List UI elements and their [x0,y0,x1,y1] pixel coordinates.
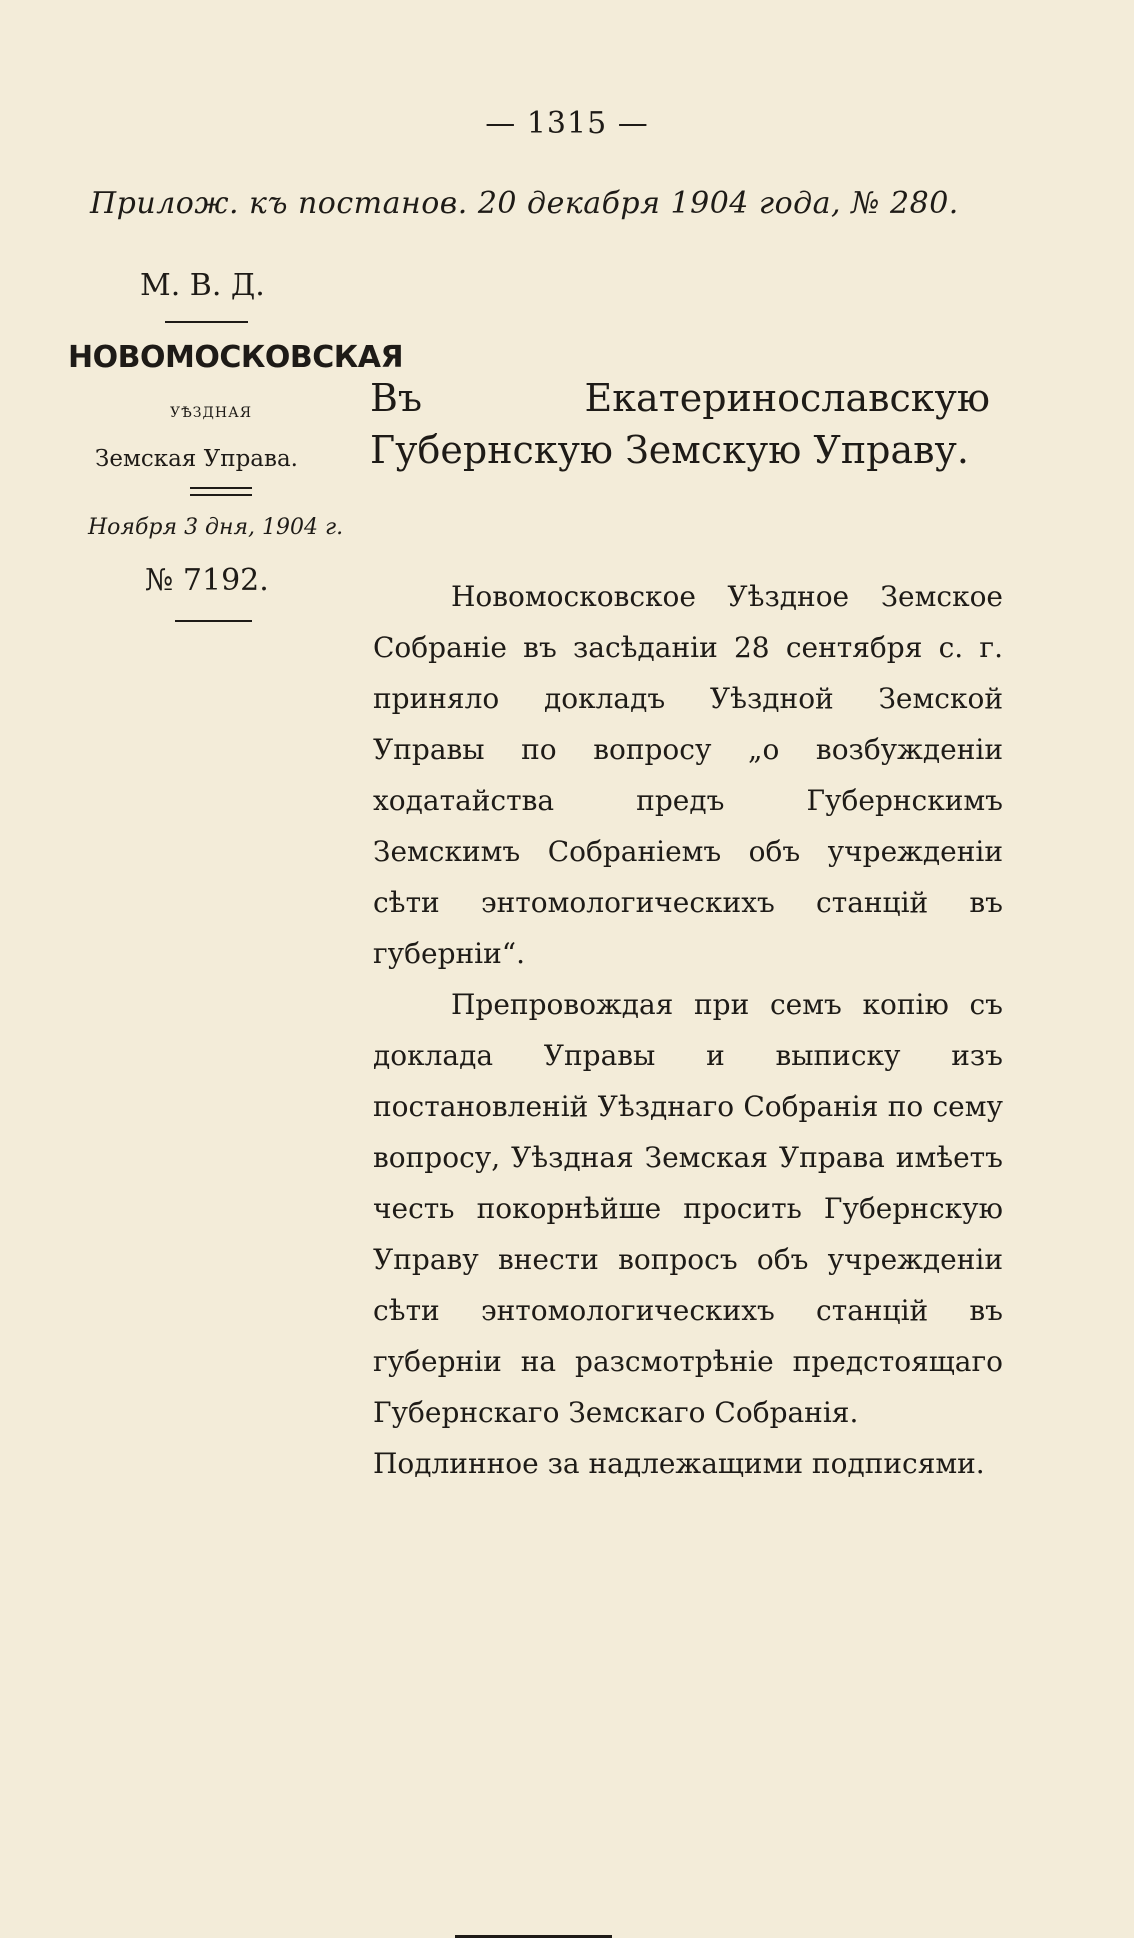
office-name: НОВОМОСКОВСКАЯ [68,340,404,375]
paragraph: Новомосковское Уѣздное Земское Собраніе въ засѣданіи 28 сентября с. г. приняло докладъ Уѣздной Земской Управы по вопросу „о возбужденіи ходатайства предъ Губернскимъ Земскимъ Собраніемъ объ учрежденіи сѣти энтомологическихъ станцій въ губерніи“. [373,580,1003,970]
letter-date: Ноября 3 дня, 1904 г. [88,515,344,540]
double-divider-bottom [190,494,252,496]
divider [165,321,248,323]
addressee: Въ Екатеринославскую Губернскую Земскую Управу. [370,376,990,472]
divider [175,620,252,622]
letter-body [373,571,1003,1489]
office-type: УѢЗДНАЯ [170,405,253,421]
paragraph: Препровождая при семъ копію съ доклада Управы и выписку изъ постановленій Уѣзднаго Собранія по сему вопросу, Уѣздная Земская Управа имѣетъ честь покорнѣйше просить Губернскую Управу внести вопросъ объ учрежденіи сѣти энтомологическихъ станцій въ губерніи на разсмотрѣніе предстоящаго Губернскаго Земскаго Собранія. [373,988,1003,1429]
page-number: — 1315 — [485,106,649,141]
closing-line: Подлинное за надлежащими подписями. [373,1447,985,1480]
office-board: Земская Управа. [95,446,298,472]
letter-number: № 7192. [145,563,269,598]
double-divider-top [190,487,252,489]
appendix-reference: Прилож. къ постанов. 20 декабря 1904 года, № 280. [90,186,959,221]
ministry-label: М. В. Д. [140,268,265,303]
